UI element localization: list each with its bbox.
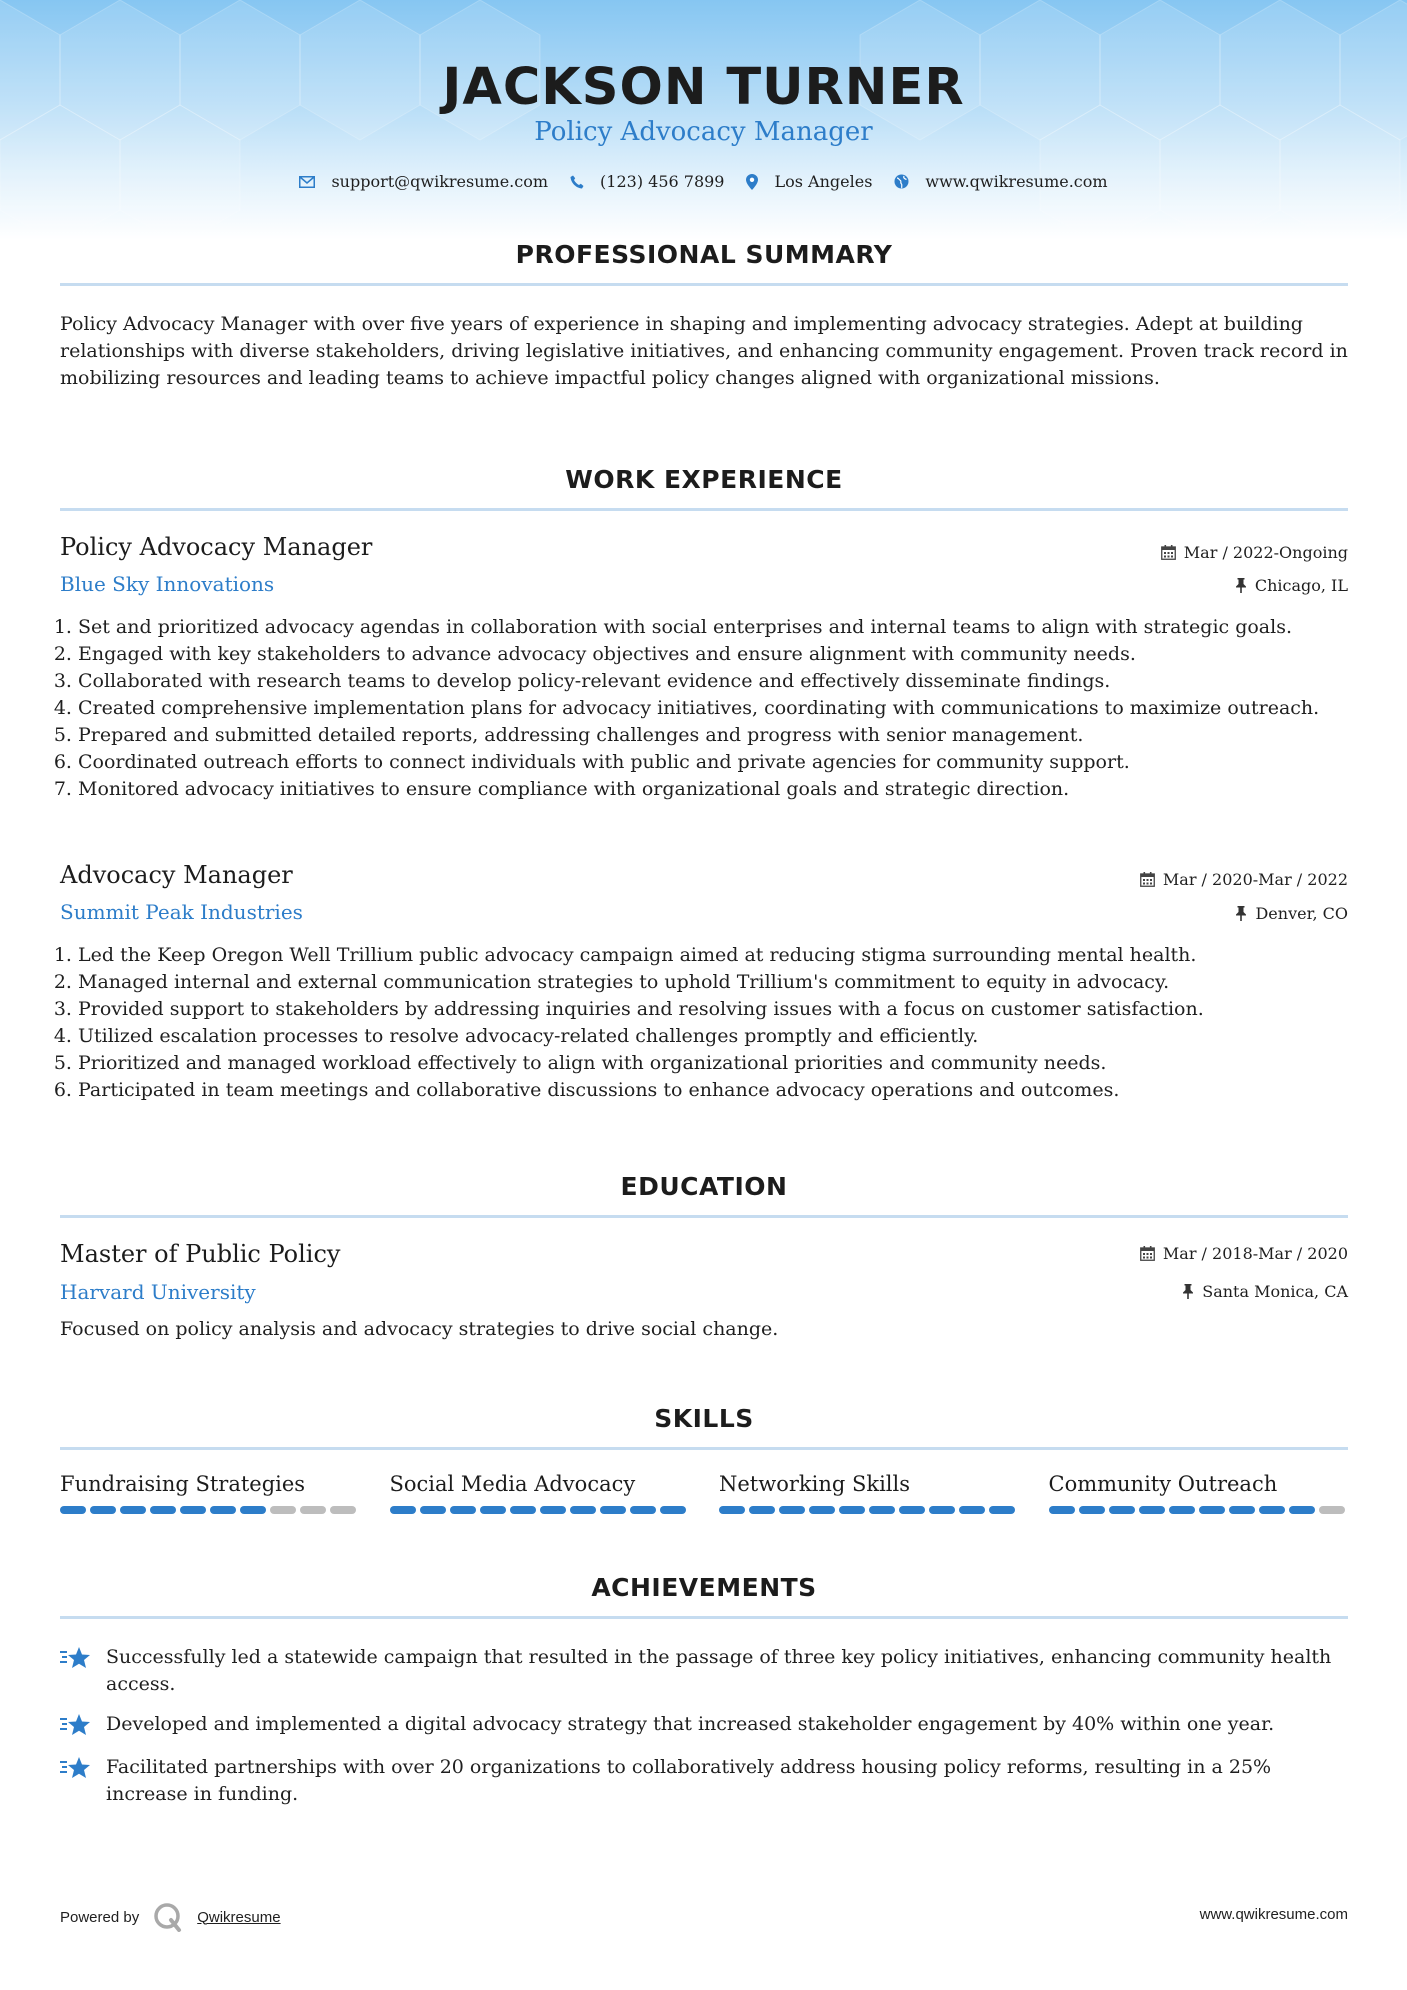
skills-grid — [60, 1472, 1348, 1514]
list-item: 6. Participated in team meetings and collaborative discussions to enhance advocacy operations and outcomes. — [78, 1077, 1366, 1104]
summary-heading: PROFESSIONAL SUMMARY — [515, 240, 893, 269]
calendar-icon — [1161, 545, 1176, 560]
list-item: 1. Set and prioritized advocacy agendas in collaboration with social enterprises and internal teams to align with strategic goals. — [78, 614, 1366, 641]
education-dates — [1140, 1244, 1348, 1263]
company-name: Summit Peak Industries — [60, 900, 303, 924]
contact-bar — [0, 172, 1407, 191]
job-title: Policy Advocacy Manager — [60, 533, 373, 561]
skill-segment-filled — [1109, 1506, 1135, 1514]
list-item: 7. Monitored advocacy initiatives to ensure compliance with organizational goals and strategic direction. — [78, 776, 1366, 803]
job-responsibilities — [60, 614, 1366, 803]
skill-item — [719, 1472, 1019, 1514]
degree-title: Master of Public Policy — [60, 1240, 341, 1268]
skill-segment-filled — [839, 1506, 865, 1514]
skill-segment-filled — [120, 1506, 146, 1514]
skill-segment-filled — [240, 1506, 266, 1514]
skill-level-bar — [719, 1506, 1019, 1514]
skill-level-bar — [390, 1506, 690, 1514]
phone-text: (123) 456 7899 — [600, 172, 725, 191]
job-dates-text: Mar / 2022-Ongoing — [1183, 543, 1348, 562]
skill-segment-filled — [1289, 1506, 1315, 1514]
achievements-divider — [60, 1616, 1348, 1619]
list-item: 5. Prioritized and managed workload effectively to align with organizational priorities and community needs. — [78, 1050, 1366, 1077]
skill-segment-empty — [330, 1506, 356, 1514]
contact-phone[interactable] — [570, 172, 724, 191]
email-text: support@qwikresume.com — [331, 172, 549, 191]
skill-segment-filled — [90, 1506, 116, 1514]
school-name: Harvard University — [60, 1280, 256, 1304]
summary-text: Policy Advocacy Manager with over five years of experience in shaping and implementing advocacy strategies. Adept at building relationships with diverse stakeholders, driving legislative initiatives, and enhancing community engagement. Proven track record in mobilizing resources and leading teams to achieve impactful policy changes aligned with organizational missions. — [60, 313, 1348, 389]
skill-name: Community Outreach — [1048, 1472, 1278, 1496]
achievement-item — [60, 1754, 1348, 1808]
skill-segment-filled — [1049, 1506, 1075, 1514]
job-dates — [1140, 870, 1348, 889]
skill-item — [60, 1472, 360, 1514]
skill-segment-filled — [1169, 1506, 1195, 1514]
skill-item — [1049, 1472, 1349, 1514]
powered-by-label: Powered by — [60, 1908, 140, 1926]
footer-website-link[interactable]: www.qwikresume.com — [1199, 1906, 1348, 1923]
list-item: 3. Provided support to stakeholders by addressing inquiries and resolving issues with a focus on customer satisfaction. — [78, 996, 1366, 1023]
job-location — [1235, 576, 1348, 595]
skills-divider — [60, 1447, 1348, 1450]
job-location — [1235, 904, 1348, 923]
calendar-icon — [1140, 872, 1155, 887]
skill-segment-filled — [150, 1506, 176, 1514]
pushpin-icon — [1235, 906, 1247, 921]
achievement-item — [60, 1711, 1348, 1745]
contact-email[interactable] — [299, 172, 548, 191]
education-description: Focused on policy analysis and advocacy strategies to drive social change. — [60, 1318, 779, 1340]
education-dates-text: Mar / 2018-Mar / 2020 — [1162, 1244, 1348, 1263]
skill-name: Social Media Advocacy — [389, 1472, 636, 1496]
skill-segment-filled — [60, 1506, 86, 1514]
job-dates-text: Mar / 2020-Mar / 2022 — [1162, 870, 1348, 889]
skill-segment-filled — [420, 1506, 446, 1514]
list-item: 2. Managed internal and external communication strategies to uphold Trillium's commitment to equity in advocacy. — [78, 969, 1366, 996]
pushpin-icon — [1235, 578, 1247, 593]
envelope-icon — [299, 176, 315, 188]
education-heading: EDUCATION — [620, 1172, 788, 1201]
star-icon — [60, 1756, 92, 1780]
skill-item — [390, 1472, 690, 1514]
candidate-role: Policy Advocacy Manager — [534, 117, 873, 147]
contact-location — [746, 172, 872, 191]
achievement-text: Facilitated partnerships with over 20 organizations to collaboratively address housing policy reforms, resulting in a 25% increase in funding. — [106, 1756, 1272, 1805]
qwikresume-link[interactable]: Qwikresume — [197, 1908, 281, 1926]
skill-segment-filled — [959, 1506, 985, 1514]
list-item: 4. Utilized escalation processes to resolve advocacy-related challenges promptly and efficiently. — [78, 1023, 1366, 1050]
job-responsibilities — [60, 942, 1366, 1104]
map-pin-icon — [746, 174, 758, 190]
calendar-icon — [1140, 1246, 1155, 1261]
skill-segment-filled — [600, 1506, 626, 1514]
qwikresume-logo-icon — [153, 1902, 183, 1932]
skill-segment-filled — [869, 1506, 895, 1514]
skill-name: Fundraising Strategies — [60, 1472, 306, 1496]
job-title: Advocacy Manager — [60, 861, 293, 889]
phone-icon — [570, 175, 584, 189]
achievements-heading: ACHIEVEMENTS — [591, 1573, 817, 1602]
list-item: 5. Prepared and submitted detailed reports, addressing challenges and progress with senior management. — [78, 722, 1366, 749]
list-item: 4. Created comprehensive implementation plans for advocacy initiatives, coordinating with communications to maximize outreach. — [78, 695, 1366, 722]
experience-heading: WORK EXPERIENCE — [565, 465, 843, 494]
skill-segment-filled — [570, 1506, 596, 1514]
skill-segment-empty — [300, 1506, 326, 1514]
company-name: Blue Sky Innovations — [60, 572, 275, 596]
skill-segment-filled — [390, 1506, 416, 1514]
skill-segment-filled — [510, 1506, 536, 1514]
footer-branding — [60, 1902, 281, 1932]
skill-segment-filled — [779, 1506, 805, 1514]
skill-segment-empty — [270, 1506, 296, 1514]
skill-segment-filled — [450, 1506, 476, 1514]
star-icon — [60, 1713, 92, 1737]
skill-segment-filled — [899, 1506, 925, 1514]
list-item: 2. Engaged with key stakeholders to advance advocacy objectives and ensure alignment with community needs. — [78, 641, 1366, 668]
skill-segment-filled — [809, 1506, 835, 1514]
list-item: 1. Led the Keep Oregon Well Trillium public advocacy campaign aimed at reducing stigma surrounding mental health. — [78, 942, 1366, 969]
list-item: 6. Coordinated outreach efforts to connect individuals with public and private agencies for community support. — [78, 749, 1366, 776]
job-location-text: Chicago, IL — [1254, 576, 1348, 595]
website-text: www.qwikresume.com — [925, 172, 1108, 191]
skill-segment-filled — [480, 1506, 506, 1514]
list-item: 3. Collaborated with research teams to develop policy-relevant evidence and effectively disseminate findings. — [78, 668, 1366, 695]
contact-website[interactable] — [894, 172, 1107, 191]
skill-segment-filled — [210, 1506, 236, 1514]
skills-heading: SKILLS — [654, 1404, 754, 1433]
skill-level-bar — [1049, 1506, 1349, 1514]
summary-divider — [60, 283, 1348, 286]
skill-segment-filled — [540, 1506, 566, 1514]
location-text: Los Angeles — [774, 172, 873, 191]
education-divider — [60, 1215, 1348, 1218]
skill-name: Networking Skills — [719, 1472, 911, 1496]
job-dates — [1161, 543, 1348, 562]
star-icon — [60, 1646, 92, 1670]
skill-level-bar — [60, 1506, 360, 1514]
achievement-item — [60, 1644, 1348, 1698]
skill-segment-filled — [1259, 1506, 1285, 1514]
skill-segment-filled — [1139, 1506, 1165, 1514]
achievement-text: Successfully led a statewide campaign that resulted in the passage of three key policy initiatives, enhancing community health access. — [106, 1646, 1332, 1695]
skill-segment-filled — [749, 1506, 775, 1514]
skill-segment-filled — [1079, 1506, 1105, 1514]
education-location — [1182, 1282, 1348, 1301]
skill-segment-filled — [660, 1506, 686, 1514]
skill-segment-filled — [180, 1506, 206, 1514]
skill-segment-filled — [929, 1506, 955, 1514]
globe-icon — [894, 174, 909, 189]
skill-segment-filled — [630, 1506, 656, 1514]
job-location-text: Denver, CO — [1255, 904, 1348, 923]
experience-divider — [60, 508, 1348, 511]
pushpin-icon — [1182, 1284, 1194, 1299]
education-location-text: Santa Monica, CA — [1202, 1282, 1348, 1301]
achievement-text: Developed and implemented a digital advocacy strategy that increased stakeholder engagement by 40% within one year. — [106, 1713, 1275, 1735]
skill-segment-filled — [989, 1506, 1015, 1514]
candidate-name: JACKSON TURNER — [442, 58, 965, 117]
skill-segment-empty — [1319, 1506, 1345, 1514]
skill-segment-filled — [1199, 1506, 1225, 1514]
skill-segment-filled — [1229, 1506, 1255, 1514]
skill-segment-filled — [719, 1506, 745, 1514]
